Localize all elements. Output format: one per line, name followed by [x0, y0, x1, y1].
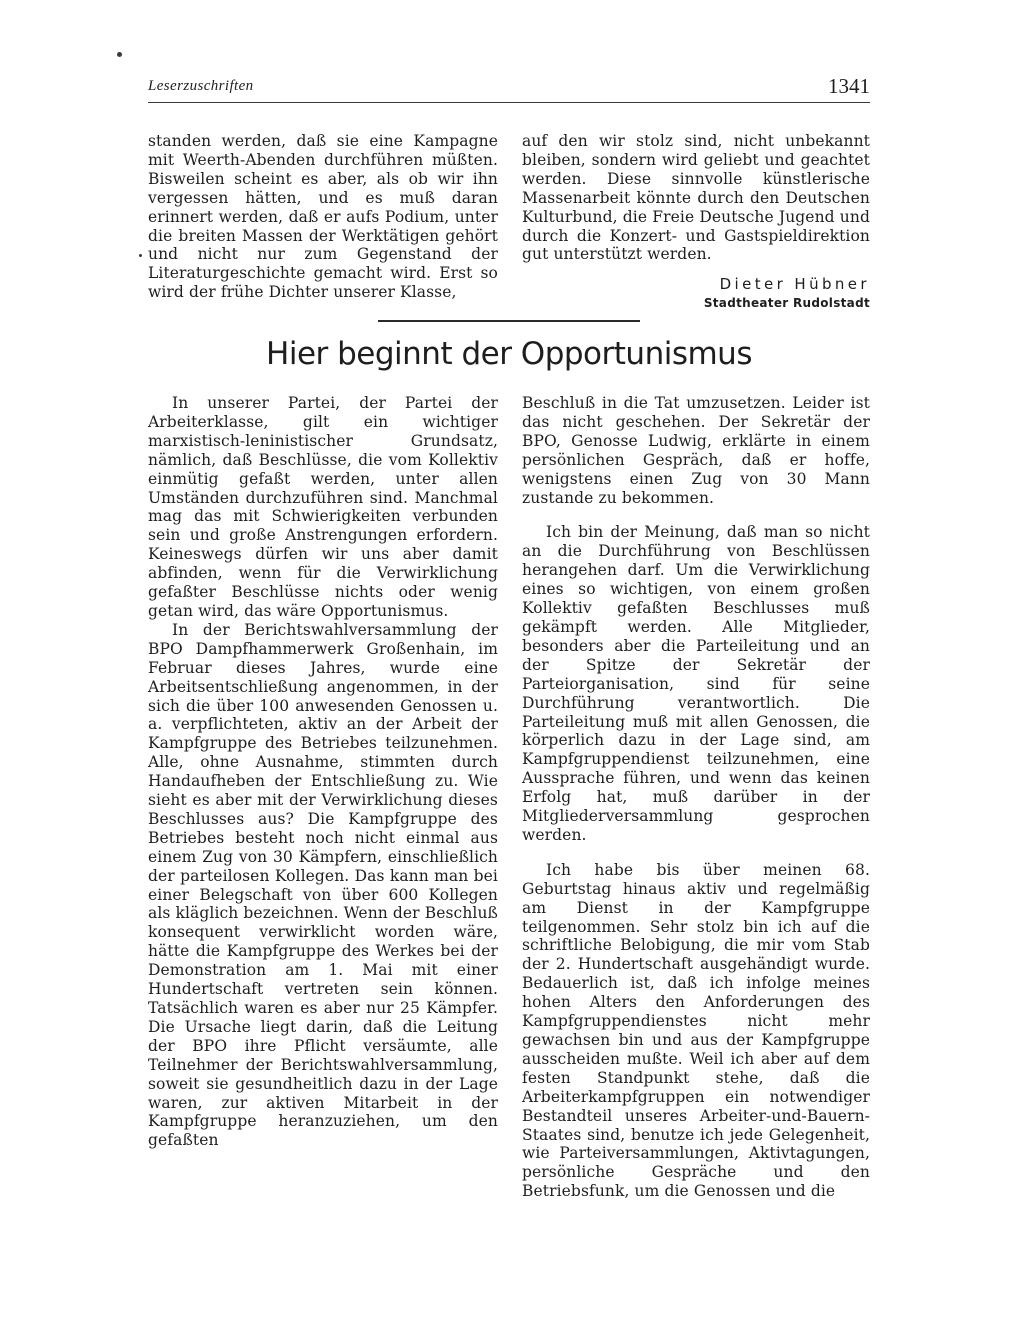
print-speck — [117, 52, 122, 57]
author-name: Dieter Hübner — [719, 275, 870, 293]
article-paragraph: Ich bin der Meinung, daß man so nicht an die Durchführung von Beschlüssen herangehen darf. Um die Verwirklichung eines so wichtigen, von einem großen Kollektiv gefaßten Beschlusses muß gekämpft werden. Alle Mitglieder, besonders aber die Parteileitung und an der Spitze der Sekretär der Parteiorganisation, sind für seine Durchführung verantwortlich. Die Parteileitung muß mit allen Genossen, die körperlich dazu in der Lage sind, am Kampfgruppendienst teilzunehmen, eine Aussprache führen, und wenn das keinen Erfolg hat, muß darüber in der Mitgliederversammlung gesprochen werden. — [522, 523, 870, 844]
title-divider — [378, 320, 640, 322]
page-header — [148, 76, 870, 100]
article-column-right — [522, 394, 870, 1201]
article-paragraph: Beschluß in die Tat umzusetzen. Leider ist das nicht geschehen. Der Sekretär der BPO, Genosse Ludwig, erklärte in einem persönlichen Gespräch, daß er hoffe, wenigstens einen Zug von 30 Mann zustande zu bekommen. — [522, 394, 870, 507]
letter-signature — [704, 274, 870, 312]
print-speck — [139, 254, 142, 257]
author-affiliation: Stadtheater Rudolstadt — [703, 296, 870, 310]
previous-letter-text-left: standen werden, daß sie eine Kampagne mit Weerth-Abenden durchführen müßten. Bisweilen scheint es aber, als ob wir ihn vergessen hätten, und es muß daran erinnert werden, daß er aufs Podium, unter die breiten Massen der Werktätigen gehört und nicht nur zum Gegenstand der Literaturgeschichte gemacht wird. Erst so wird der frühe Dichter unserer Klasse, — [148, 132, 498, 302]
article-paragraph: In unserer Partei, der Partei der Arbeiterklasse, gilt ein wichtiger marxistisch-leninistischer Grundsatz, nämlich, daß Beschlüsse, die vom Kollektiv einmütig gefaßt werden, unter allen Umständen durchzuführen sind. Manchmal mag das mit Schwierigkeiten verbunden sein und große Anstrengungen erfordern. Keineswegs dürfen wir uns aber damit abfinden, wenn für die Verwirklichung gefaßter Beschlüsse nichts oder wenig getan wird, das wäre Opportunismus. — [148, 394, 498, 620]
article-paragraph: Ich habe bis über meinen 68. Geburtstag hinaus aktiv und regelmäßig am Dienst in der Kampfgruppe teilgenommen. Sehr stolz bin ich auf die schriftliche Belobigung, die mir vom Stab der 2. Hundertschaft ausgehändigt wurde. Bedauerlich ist, daß ich infolge meines hohen Alters den Anforderungen des Kampfgruppendienstes nicht mehr gewachsen bin und aus der Kampfgruppe ausscheiden mußte. Weil ich aber auf dem festen Standpunkt stehe, daß die Arbeiterkampfgruppen ein notwendiger Bestandteil unseres Arbeiter-und-Bauern-Staates sind, benutze ich jede Gelegenheit, wie Parteiversammlungen, Aktivtagungen, persönliche Gespräche und den Betriebsfunk, um die Genossen und die — [522, 860, 870, 1201]
article-paragraph: In der Berichtswahlversammlung der BPO Dampfhammerwerk Großenhain, im Februar dieses Jahres, wurde eine Arbeitsentschließung angenommen, in der sich die über 100 anwesenden Genossen u. a. verpflichteten, aktiv an der Arbeit der Kampfgruppe des Betriebes teilzunehmen. Alle, ohne Ausnahme, stimmten durch Handaufheben der Entschließung zu. Wie sieht es aber mit der Verwirklichung dieses Beschlusses aus? Die Kampfgruppe des Betriebes besteht noch nicht einmal aus einem Zug von 30 Kämpfern, einschließlich der parteilosen Kollegen. Das kann man bei einer Belegschaft von über 600 Kollegen als kläglich bezeichnen. Wenn der Beschluß konsequent verwirklicht worden wäre, hätte die Kampfgruppe des Werkes bei der Demonstration am 1. Mai mit einer Hundertschaft vertreten sein können. Tatsächlich waren es aber nur 25 Kämpfer. Die Ursache liegt darin, daß die Leitung der BPO ihre Pflicht versäumte, alle Teilnehmer der Berichtswahlversammlung, soweit sie gesundheitlich dazu in der Lage waren, zur aktiven Mitarbeit in der Kampfgruppe heranzuziehen, um den gefaßten — [148, 620, 498, 1150]
article-title: Hier beginnt der Opportunismus — [266, 336, 752, 372]
previous-letter-column-left — [148, 132, 498, 302]
section-label: Leserzuschriften — [148, 78, 254, 94]
header-rule — [148, 102, 870, 103]
article-column-left — [148, 394, 498, 1150]
previous-letter-text-right: auf den wir stolz sind, nicht unbekannt bleiben, sondern wird geliebt und geachtet werden. Diese sinnvolle künstlerische Massenarbeit könnte durch den Deutschen Kulturbund, die Freie Deutsche Jugend und durch die Konzert- und Gastspieldirektion gut unterstützt werden. — [522, 132, 870, 264]
previous-letter-column-right — [522, 132, 870, 264]
page-number: 1341 — [828, 74, 870, 98]
